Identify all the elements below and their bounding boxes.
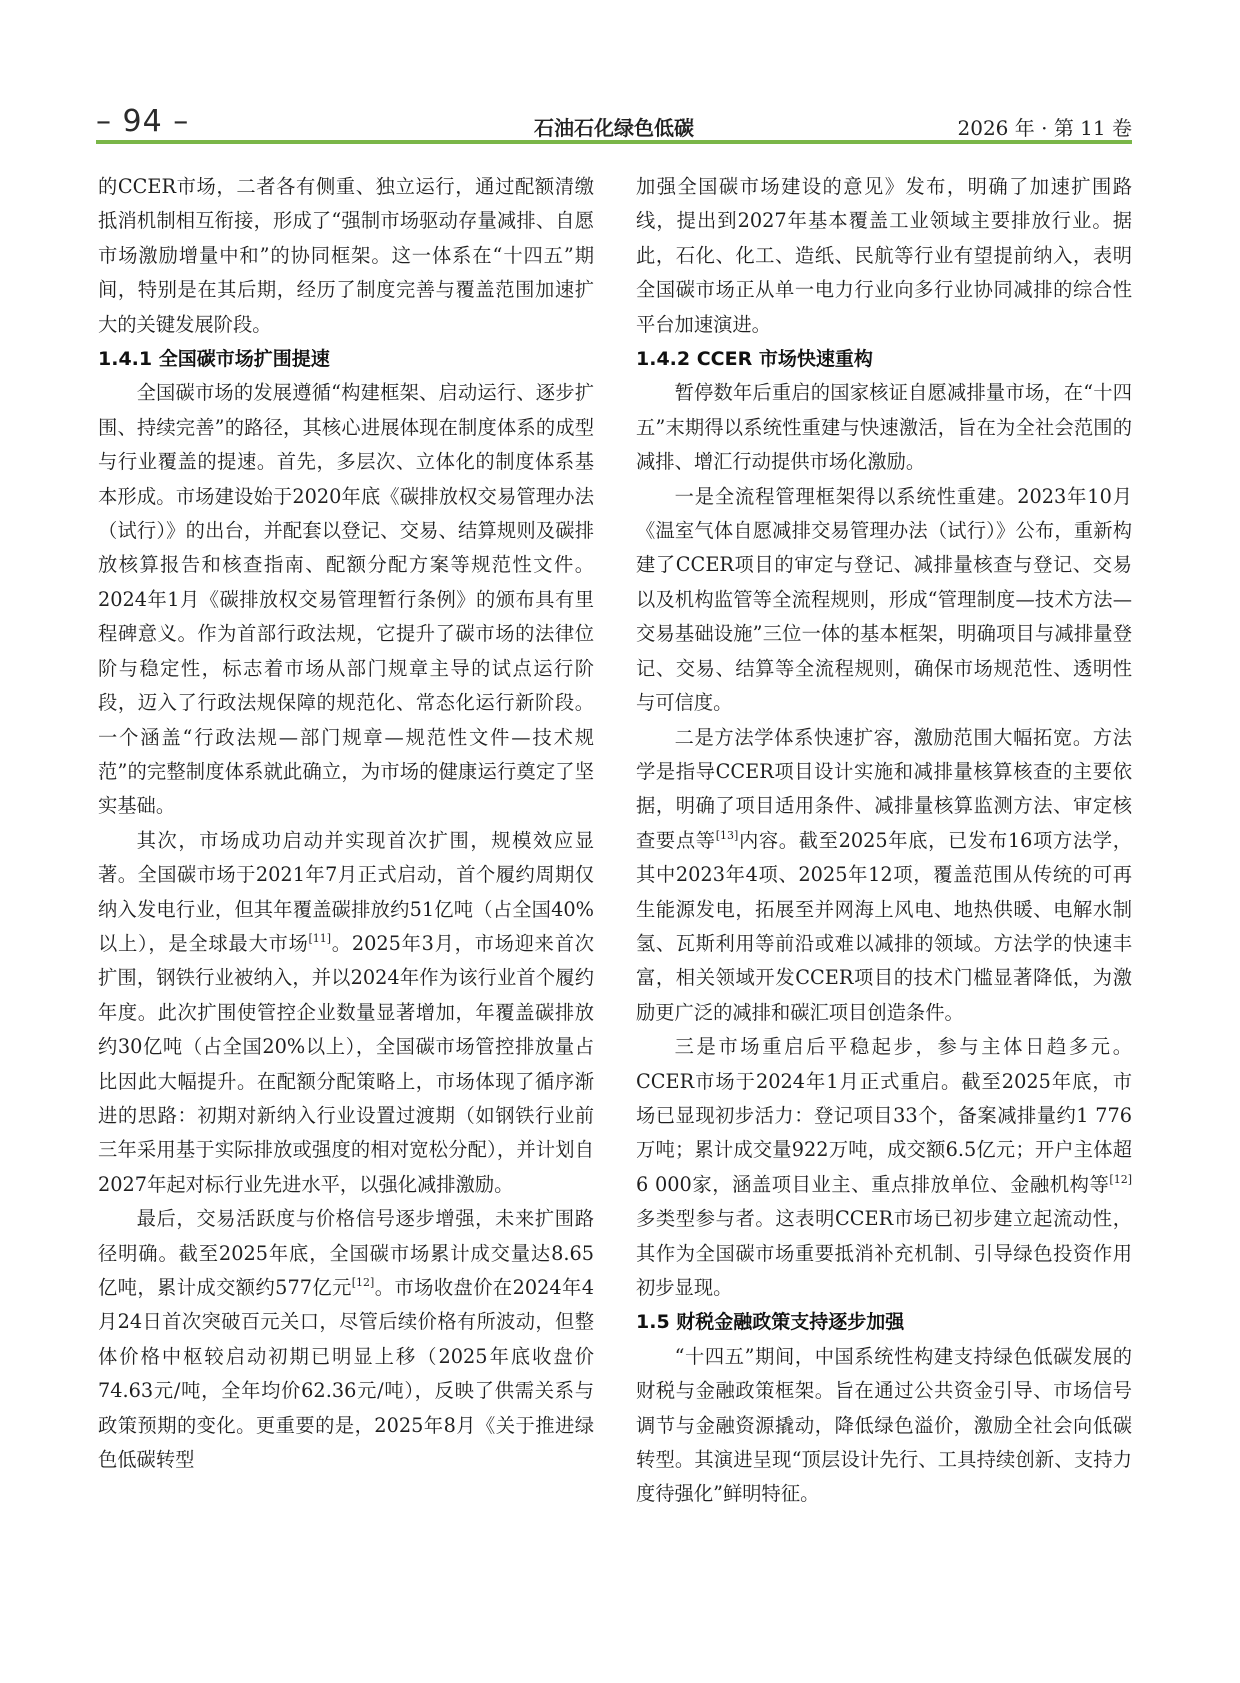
- left-column: [98, 170, 594, 1477]
- section-heading-1-4-1: 1.4.1 全国碳市场扩围提速: [98, 348, 330, 371]
- paragraph: 三是市场重启后平稳起步，参与主体日趋多元。CCER市场于2024年1月正式重启。截至2025年底，市场已显现初步活力：登记项目33个，备案减排量约1 776万吨；累计成交量922万吨，成交额6.5亿元；开户主体超6 000家，涵盖项目业主、重点排放单位、金融机构等[12]多类型参与者。这表明CCER市场已初步建立起流动性，其作为全国碳市场重要抵消补充机制、引导绿色投资作用初步显现。: [636, 1035, 1132, 1299]
- paragraph: 其次，市场成功启动并实现首次扩围，规模效应显著。全国碳市场于2021年7月正式启动，首个履约周期仅纳入发电行业，但其年覆盖碳排放约51亿吨（占全国40%以上），是全球最大市场[11]。2025年3月，市场迎来首次扩围，钢铁行业被纳入，并以2024年作为该行业首个履约年度。此次扩围使管控企业数量显著增加，年覆盖碳排放约30亿吨（占全国20%以上），全国碳市场管控排放量占比因此大幅提升。在配额分配策略上，市场体现了循序渐进的思路：初期对新纳入行业设置过渡期（如钢铁行业前三年采用基于实际排放或强度的相对宽松分配），并计划自2027年起对标行业先进水平，以强化减排激励。: [98, 828, 594, 1196]
- paragraph: 最后，交易活跃度与价格信号逐步增强，未来扩围路径明确。截至2025年底，全国碳市场累计成交量达8.65亿吨，累计成交额约577亿元[12]。市场收盘价在2024年4月24日首次突破百元关口，尽管后续价格有所波动，但整体价格中枢较启动初期已明显上移（2025年底收盘价74.63元/吨，全年均价62.36元/吨），反映了供需关系与政策预期的变化。更重要的是，2025年8月《关于推进绿色低碳转型: [98, 1207, 594, 1472]
- section-heading-1-5: 1.5 财税金融政策支持逐步加强: [636, 1311, 905, 1334]
- paragraph: 二是方法学体系快速扩容，激励范围大幅拓宽。方法学是指导CCER项目设计实施和减排量核算核查的主要依据，明确了项目适用条件、减排量核算监测方法、审定核查要点等[13]内容。截至2025年底，已发布16项方法学，其中2023年4项、2025年12项，覆盖范围从传统的可再生能源发电，拓展至并网海上风电、地热供暖、电解水制氢、瓦斯利用等前沿或难以减排的领域。方法学的快速丰富，相关领域开发CCER项目的技术门槛显著降低，为激励更广泛的减排和碳汇项目创造条件。: [636, 725, 1132, 1024]
- citation-ref[interactable]: [12]: [1109, 1172, 1132, 1186]
- citation-ref[interactable]: [11]: [308, 931, 332, 945]
- journal-title: 石油石化绿色低碳: [534, 116, 694, 140]
- section-heading-1-4-2: 1.4.2 CCER 市场快速重构: [636, 348, 873, 371]
- paragraph: 加强全国碳市场建设的意见》发布，明确了加速扩围路线，提出到2027年基本覆盖工业领域主要排放行业。据此，石化、化工、造纸、民航等行业有望提前纳入，表明全国碳市场正从单一电力行业向多行业协同减排的综合性平台加速演进。: [636, 175, 1132, 336]
- paragraph: “十四五”期间，中国系统性构建支持绿色低碳发展的财税与金融政策框架。旨在通过公共资金引导、市场信号调节与金融资源撬动，降低绿色溢价，激励全社会向低碳转型。其演进呈现“顶层设计先行、工具持续创新、支持力度待强化”鲜明特征。: [636, 1344, 1132, 1506]
- header-rule: [96, 140, 1132, 144]
- page-header: [96, 104, 1132, 144]
- right-column: [636, 170, 1132, 1512]
- citation-ref[interactable]: [12]: [351, 1276, 375, 1289]
- paragraph: 暂停数年后重启的国家核证自愿减排量市场，在“十四五”末期得以系统性重建与快速激活，旨在为全社会范围的减排、增汇行动提供市场化激励。: [636, 381, 1132, 474]
- issue-info: 2026 年 · 第 11 卷: [957, 116, 1132, 140]
- paragraph: 全国碳市场的发展遵循“构建框架、启动运行、逐步扩围、持续完善”的路径，其核心进展体现在制度体系的成型与行业覆盖的提速。首先，多层次、立体化的制度体系基本形成。市场建设始于2020年底《碳排放权交易管理办法（试行）》的出台，并配套以登记、交易、结算规则及碳排放核算报告和核查指南、配额分配方案等规范性文件。2024年1月《碳排放权交易管理暂行条例》的颁布具有里程碑意义。作为首部行政法规，它提升了碳市场的法律位阶与稳定性，标志着市场从部门规章主导的试点运行阶段，迈入了行政法规保障的规范化、常态化运行新阶段。一个涵盖“行政法规—部门规章—规范性文件—技术规范”的完整制度体系就此确立，为市场的健康运行奠定了坚实基础。: [98, 381, 594, 818]
- page-number: – 94 –: [96, 104, 190, 139]
- paragraph: 的CCER市场，二者各有侧重、独立运行，通过配额清缴抵消机制相互衔接，形成了“强制市场驱动存量减排、自愿市场激励增量中和”的协同框架。这一体系在“十四五”期间，特别是在其后期，经历了制度完善与覆盖范围加速扩大的关键发展阶段。: [98, 175, 594, 336]
- citation-ref[interactable]: [13]: [715, 828, 739, 842]
- paragraph: 一是全流程管理框架得以系统性重建。2023年10月《温室气体自愿减排交易管理办法（试行）》公布，重新构建了CCER项目的审定与登记、减排量核查与登记、交易以及机构监管等全流程规则，形成“管理制度—技术方法—交易基础设施”三位一体的基本框架，明确项目与减排量登记、交易、结算等全流程规则，确保市场规范性、透明性与可信度。: [636, 484, 1132, 715]
